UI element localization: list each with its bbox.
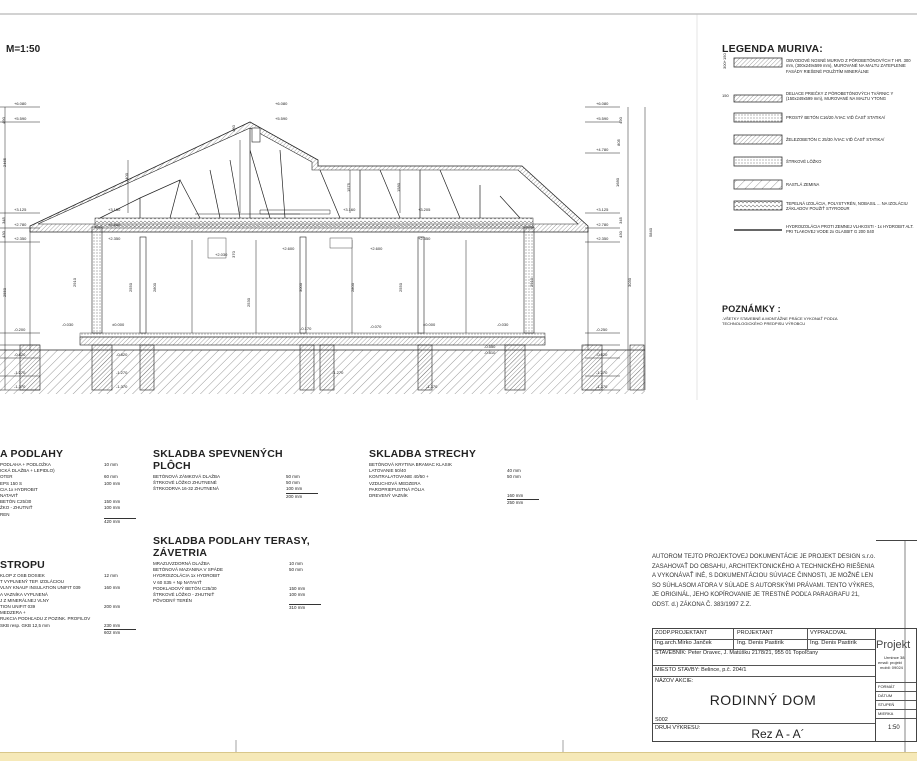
level-label: +2.600 xyxy=(370,246,383,251)
dim-label: 345 xyxy=(0,217,6,224)
company-email: email: projekt xyxy=(878,660,902,665)
notes-text: -VŠETKY STAVEBNÉ A MONTÁŽNE PRÁCE VYKONAŤ PODĽA TECHNOLOGICKÉHO PREDPISU VÝROBCU xyxy=(722,316,838,326)
section-title: SKLADBA SPEVNENÝCH PLÔCH xyxy=(153,448,283,472)
legend xyxy=(722,53,917,242)
section-line-label: EPS 150 S xyxy=(0,480,23,486)
section-line-label: MRAZUVZDORNÁ DLAŽBA xyxy=(153,561,210,566)
section-line-value: 160 mm xyxy=(104,585,121,591)
title-block-top xyxy=(876,540,917,628)
dim-label: 370 xyxy=(230,251,236,258)
level-label: +5.590 xyxy=(14,116,27,121)
level-label: -1.270 xyxy=(596,370,608,375)
legend-text: ŠTRKOVÉ LÔŽKO xyxy=(786,159,822,164)
level-label: +2.350 xyxy=(14,236,27,241)
level-label: +6.080 xyxy=(275,101,288,106)
level-label: +2.030 xyxy=(215,252,228,257)
dim-label: 490 xyxy=(617,117,623,124)
company-address: Urmince 38 xyxy=(884,655,905,660)
dim-label: 2400 xyxy=(123,173,129,182)
level-label: +5.590 xyxy=(275,116,288,121)
section-line-label: OTER xyxy=(0,474,13,480)
section-line-value: 100 mm xyxy=(286,486,303,492)
dim-label: 345 xyxy=(617,217,623,224)
section-line-value: 50 mm xyxy=(286,480,300,486)
level-label: -0.250 xyxy=(596,327,608,332)
tb-scale-label: MIERKA xyxy=(878,711,894,716)
section-terrace xyxy=(153,535,321,612)
section-line-value: 200 mm xyxy=(104,604,121,610)
section-line xyxy=(153,604,321,611)
section-line-value: 10 mm xyxy=(289,561,303,566)
dim-label: 2530 xyxy=(245,298,251,307)
dim-label: 2800 xyxy=(349,283,355,292)
section-line-value: 602 mm xyxy=(104,629,136,636)
dim-label: 2800 xyxy=(151,283,157,292)
section-line-label: ICKÁ DLAŽBA + LEPIDLO) xyxy=(0,468,55,474)
tb-stage-label: STUPEŇ xyxy=(878,702,895,707)
legend-title: LEGENDA MURIVA: xyxy=(722,43,823,55)
level-label: -1.370 xyxy=(596,384,608,389)
section-line-label: BETÓN C25/30 xyxy=(0,499,32,505)
dim-label: 430 xyxy=(0,231,6,238)
section-line-value: 100 mm xyxy=(104,505,121,511)
dim-label: 480 xyxy=(230,125,236,132)
section-line-value: 50 mm xyxy=(286,474,300,479)
dim-label: 430 xyxy=(617,231,623,238)
level-label: ±0.000 xyxy=(112,322,125,327)
tb-header: VYPRACOVAL xyxy=(810,630,847,636)
level-label: ±0.000 xyxy=(423,322,436,327)
section-line-label: HYDROIZOLÁCIA 1x HYDROBIT xyxy=(153,573,221,579)
section-line-value: 150 mm xyxy=(289,585,306,591)
level-label: +3.125 xyxy=(596,207,609,212)
section-line-label: BETÓNOVÁ MAZANINA V SPÁDE xyxy=(153,567,224,573)
tb-format-label: FORMÁT xyxy=(878,684,895,689)
section-paved xyxy=(153,448,318,500)
legend-text: HYDROIZOLÁCIA PROTI ZEMNEJ VLHKOSTI - 1x HYDROBIT ALT. PRI TLAKOVEJ VODE 2x GLASBIT G 200 S40 xyxy=(786,224,914,235)
level-label: +2.780 xyxy=(596,222,609,227)
legend-text: TEPELNÁ IZOLÁCIA, POLYSTYRÉN, NOBASIL ... NA IZOLÁCIU ZÁKLADOV POUŽIŤ STYRODUR xyxy=(786,201,908,212)
dim-label: 490 xyxy=(0,117,6,124)
level-label: -0.030 xyxy=(62,322,74,327)
level-label: -1.370 xyxy=(426,384,438,389)
section-line-label: BETÓNOVÁ ZÁMKOVÁ DLAŽBA xyxy=(153,474,221,479)
level-label: -0.030 xyxy=(497,322,509,327)
level-label: -1.270 xyxy=(116,370,128,375)
level-label: +2.350 xyxy=(108,236,121,241)
dim-label: 2910 xyxy=(71,278,77,287)
level-label: +6.080 xyxy=(596,101,609,106)
section-line-label: ŠTRKOVÉ LÔŽKO - ZHUTNIŤ xyxy=(153,592,215,598)
section-line-value: 100 mm xyxy=(104,480,121,486)
level-label: +3.125 xyxy=(14,207,27,212)
dim-label: 2910 xyxy=(528,278,534,287)
level-label: -0.550 xyxy=(484,344,496,349)
section-line-value: 40 mm xyxy=(507,468,521,474)
dim-label: 2550 xyxy=(1,288,7,297)
section-line-label: ŠTRKOVÉ LÔŽKO ZHUTNENÉ xyxy=(153,480,217,486)
level-label: -0.200 xyxy=(14,327,26,332)
tb-action-label: NÁZOV AKCIE: xyxy=(655,678,694,684)
section-line-label: PÔVODNÝ TERÉN xyxy=(153,598,192,604)
legend-text: PROSTÝ BETÓN C16/20 /VIAC VIĎ ČASŤ STATIKA/ xyxy=(786,115,886,120)
tb-value: Ing. Denis Pastirik xyxy=(737,640,784,646)
tb-place: MIESTO STAVBY: Belince, p.č. 204/1 xyxy=(655,667,747,673)
section-line-label: KLOP Z OSB DOSIEK xyxy=(0,573,45,578)
section-line-label: SKB resp. GKB 12,5 mm xyxy=(0,622,50,628)
tb-value: Ing.arch.Mirko Janček xyxy=(655,640,712,646)
section-title: SKLADBA STRECHY xyxy=(369,448,477,460)
section-line-label: J Z MINERÁLNEJ VLNY xyxy=(0,597,50,603)
section-line-label: ŽKO - ZHUTNIŤ xyxy=(0,505,33,511)
level-label: -1.270 xyxy=(14,370,26,375)
level-label: -1.370 xyxy=(14,384,26,389)
dim-label: 1580 xyxy=(395,183,401,192)
section-line-label: PODLAHA + PODLOŽKA xyxy=(0,462,51,467)
level-label: +2.350 xyxy=(596,236,609,241)
level-label: -0.810 xyxy=(484,350,496,355)
dim-label: 5840 xyxy=(647,228,653,237)
level-label: +6.080 xyxy=(14,101,27,106)
level-label: +4.780 xyxy=(596,147,609,152)
dim-label: 805 xyxy=(615,139,621,146)
tb-date-label: DÁTUM xyxy=(878,693,893,698)
dim-label: 1680 xyxy=(614,178,620,187)
level-label: -0.170 xyxy=(300,326,312,331)
section-line-label: RUKCIA PODHĽADU Z POZINK. PROFILOV xyxy=(0,616,91,622)
copyright-note: AUTOROM TEJTO PROJEKTOVEJ DOKUMENTÁCIE JE PROJEKT DESIGN s.r.o. ZASAHOVAŤ DO OBSAHU, ARCHITEKTONICKÉHO A TECHNICKÉHO RIEŠENIA A VYKONÁVAŤ INÉ, S DOKUMENTÁCIOU SÚVIACE ČINNOSTI, JE MOŽNÉ LEN SO SÚHLASOM ATORA V SÚLADE S AUTORSKÝMI PRÁVAMI. TENTO VÝKRES, JE ORIGINÁL, JEHO KOPÍROVANIE JE TRESTNÉ PODĽA PARAGRAFU 21, ODST. d.) ZÁKONA Č. 383/1997 Z.Z. xyxy=(652,554,876,608)
section-line-value: 250 mm xyxy=(507,499,539,506)
section-title: SKLADBA PODLAHY TERASY, ZÁVETRIA xyxy=(153,535,310,559)
section-line-label: ŠTRKODRVA 16-32 ZHUTNENÁ xyxy=(153,486,219,492)
section-line xyxy=(369,499,539,506)
section-line xyxy=(153,493,318,500)
section-line-label: T VYPLNENÝ TEP. IZOLÁCIOU xyxy=(0,579,65,585)
section-line-value: 160 mm xyxy=(507,493,524,499)
section-line-label: V 60 S35 + Np NATAVIŤ xyxy=(153,579,202,585)
level-label: +3.160 xyxy=(343,207,356,212)
section-line-value: 150 mm xyxy=(104,499,121,505)
dim-label: 3000 xyxy=(297,283,303,292)
company-block xyxy=(876,628,917,742)
section-line-value: 60 mm xyxy=(104,474,118,480)
level-label: -0.070 xyxy=(370,324,382,329)
tb-scale-value: 1:50 xyxy=(888,725,900,731)
level-label: +5.590 xyxy=(596,116,609,121)
section-line-label: REN xyxy=(0,511,10,517)
level-label: +2.600 xyxy=(282,246,295,251)
level-label: -0.820 xyxy=(14,352,26,357)
tb-header: ZODP.PROJEKTANT xyxy=(655,630,708,636)
tb-action: RODINNÝ DOM xyxy=(709,692,817,708)
notes-title: POZNÁMKY : xyxy=(722,304,781,314)
section-line-label: KONTRALATOVANIE 40/50 + xyxy=(369,474,429,480)
level-label: -0.820 xyxy=(116,352,128,357)
level-label: +2.780 xyxy=(14,222,27,227)
section-line-label: BETÓNOVÁ KRYTINA BRAMAC KLASIK xyxy=(369,462,452,467)
section-line-value: 200 mm xyxy=(286,493,318,500)
section-title: A PODLAHY xyxy=(0,448,64,460)
company-name: Projekt xyxy=(876,639,911,651)
section-line-value: 420 mm xyxy=(104,518,136,525)
section-line-value: 100 mm xyxy=(289,592,306,598)
tb-value: Ing. Denis Pastirik xyxy=(810,640,857,646)
level-label: +2.350 xyxy=(418,236,431,241)
level-label: +3.205 xyxy=(418,207,431,212)
dim-label: 3030 xyxy=(626,278,632,287)
section-line-value: 50 mm xyxy=(507,474,521,480)
scale-label: M=1:50 xyxy=(6,44,41,55)
section-line-value: 230 mm xyxy=(104,622,121,628)
level-label: -1.370 xyxy=(116,384,128,389)
legend-text: DELIACE PRIEČKY Z PÓROBETÓNOVÝCH TVÁRNIC Y (150x249x599 mm), MUROVANÉ NA MALTU YTONG xyxy=(786,91,894,102)
level-label: +3.160 xyxy=(108,207,121,212)
tb-code: S002 xyxy=(655,717,668,723)
tb-drawing: Rez A - A´ xyxy=(751,727,805,741)
section-line-label: PAROPRIEPUSTNÁ FÓLIA xyxy=(369,486,425,492)
level-label: -0.820 xyxy=(596,352,608,357)
section-line-label: A VAZNÍKA VYPLNENÁ xyxy=(0,591,48,597)
section-line-label: NATAVIŤ xyxy=(0,493,18,499)
section-line-label: CIA 1x HYDROBIT xyxy=(0,486,38,492)
legend-text: RASTLÁ ZEMINA xyxy=(786,182,820,187)
section-line-value: 310 mm xyxy=(289,604,321,611)
section-line-label: DREVENÝ VAZNÍK xyxy=(369,493,408,499)
tb-investor: STAVEBNÍK: Peter Oravec, J. Matúšku 2178/21, 955 01 Topoľčany xyxy=(655,650,819,656)
legend-text: OBVODOVÉ NOSNÉ MURIVO Z PÓROBETÓNOVÝCH T HR. 300 mm, (300x249x599 mm), MUROVANÉ NA MALTU ZATEPLENIE FASÁDY RIEŠENÉ POUŽITÍM MINERÁLNE xyxy=(786,58,911,74)
section-line-value: 12 mm xyxy=(104,573,118,578)
section-line xyxy=(0,518,136,525)
section-roof xyxy=(369,448,539,506)
dim-label: 2550 xyxy=(127,283,133,292)
section-line-label: VLNY KNAUF INSULATION UNIFIT 039 xyxy=(0,585,81,591)
legend-tag: 150 xyxy=(722,93,729,98)
tb-header: PROJEKTANT xyxy=(737,630,773,636)
section-line-label: TION UNIFIT 039 xyxy=(0,604,36,610)
dim-label: 2550 xyxy=(397,283,403,292)
legend-text: ŽELEZOBETÓN C 25/30 /VIAC VIĎ ČASŤ STATIKA/ xyxy=(786,137,885,142)
section-line-label: LATOVANIE 50/40 xyxy=(369,468,407,474)
legend-tag: 300+150 xyxy=(722,53,727,69)
section-floor xyxy=(0,448,136,525)
section-line-label: MEDZERA + xyxy=(0,610,26,616)
section-ceiling xyxy=(0,559,136,636)
section-line-value: 10 mm xyxy=(104,462,118,467)
section-line-label: VZDUCHOVÁ MEDZERA xyxy=(369,480,421,486)
level-label: +2.600 xyxy=(108,222,121,227)
section-line-value: 50 mm xyxy=(289,567,303,573)
level-label: -1.270 xyxy=(332,370,344,375)
dim-label: 2465 xyxy=(1,158,7,167)
tb-drawing-label: DRUH VÝKRESU: xyxy=(655,725,701,731)
title-block xyxy=(652,628,876,742)
section-line-label: PODKLADOVÝ BETÓN C25/30 xyxy=(153,585,217,591)
dim-label: 1575 xyxy=(345,183,351,192)
section-line xyxy=(0,629,136,636)
section-title: STROPU xyxy=(0,559,45,571)
company-phone: mobil: 09024 xyxy=(880,665,903,670)
